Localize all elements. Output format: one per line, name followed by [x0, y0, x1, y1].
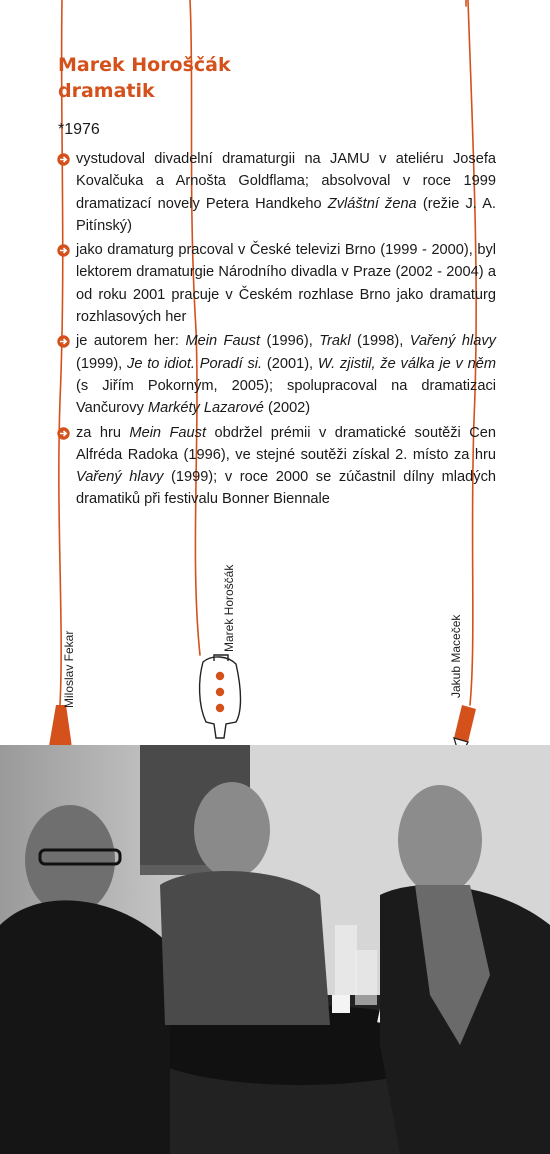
text-run: jako dramaturg pracoval v České televizi Brno (1999 - 2000), byl lektorem dramaturgie Národního divadla v Praze (2002 - 2004) a od roku 2001 pracuje v Českém rozhlase Brno jako dramaturg rozhlasových her — [76, 242, 496, 326]
text-run: (režie J. A. Pitínský) — [76, 195, 496, 234]
biography-item — [58, 239, 496, 328]
arrow-circle-icon — [57, 427, 70, 440]
text-run: (1998), — [350, 333, 410, 350]
work-title: Vařený hlavy — [76, 469, 164, 486]
text-run: je autorem her: — [76, 333, 186, 350]
work-title: Trakl — [319, 333, 351, 350]
person-name: Marek Horoščák — [58, 54, 231, 76]
birth-year: *1976 — [58, 121, 100, 138]
biography-list — [58, 148, 496, 513]
text-run: obdržel prémii v dramatické soutěži Cen Alfréda Radoka (1996), ve stejné soutěži získal 2. místo za hru — [76, 424, 497, 463]
puppet-label-right: Jakub Maceček — [449, 614, 463, 698]
work-title: Markéty Lazarové — [147, 400, 264, 417]
biography-item — [58, 330, 496, 419]
puppet-label-left: Miloslav Fekar — [62, 630, 76, 708]
work-title: Mein Faust — [185, 333, 261, 350]
arrow-circle-icon — [57, 335, 70, 348]
puppet-label-middle: Marek Horoščák — [222, 564, 236, 652]
work-title: Vařený hlavy — [409, 333, 496, 350]
person-role: dramatik — [58, 80, 155, 102]
work-title: Mein Faust — [129, 424, 207, 441]
text-run: (2002) — [263, 400, 311, 417]
text-run: vystudoval divadelní dramaturgii na JAMU v ateliéru Josefa Kovalčuka a Arnošta Goldflama; absolvoval v roce 1999 dramatizací novely Petera Handkeho — [76, 151, 496, 212]
text-run: (1999); v roce 2000 se zúčastnil dílny mladých dramatiků při festivalu Bonner Biennale — [76, 469, 496, 508]
text-run: (1999), — [76, 355, 128, 372]
work-title: Zvláštní žena — [327, 195, 417, 212]
biography-item — [58, 148, 496, 237]
sack-puppet-icon — [200, 655, 241, 738]
arrow-circle-icon — [57, 244, 70, 257]
text-run: (1996), — [260, 333, 320, 350]
text-run: (s Jiřím Pokorným, 2005); spolupracoval na dramatizaci Vančurovy — [76, 377, 496, 417]
group-photo — [0, 745, 550, 1154]
text-run: (2001), — [262, 355, 318, 372]
text-run: za hru — [76, 424, 130, 441]
biography-item — [58, 422, 496, 511]
page-title — [58, 52, 231, 104]
arrow-circle-icon — [57, 153, 70, 166]
work-title: W. zjistil, že válka je v něm — [317, 355, 496, 372]
work-title: Je to idiot. Poradí si. — [127, 355, 263, 372]
